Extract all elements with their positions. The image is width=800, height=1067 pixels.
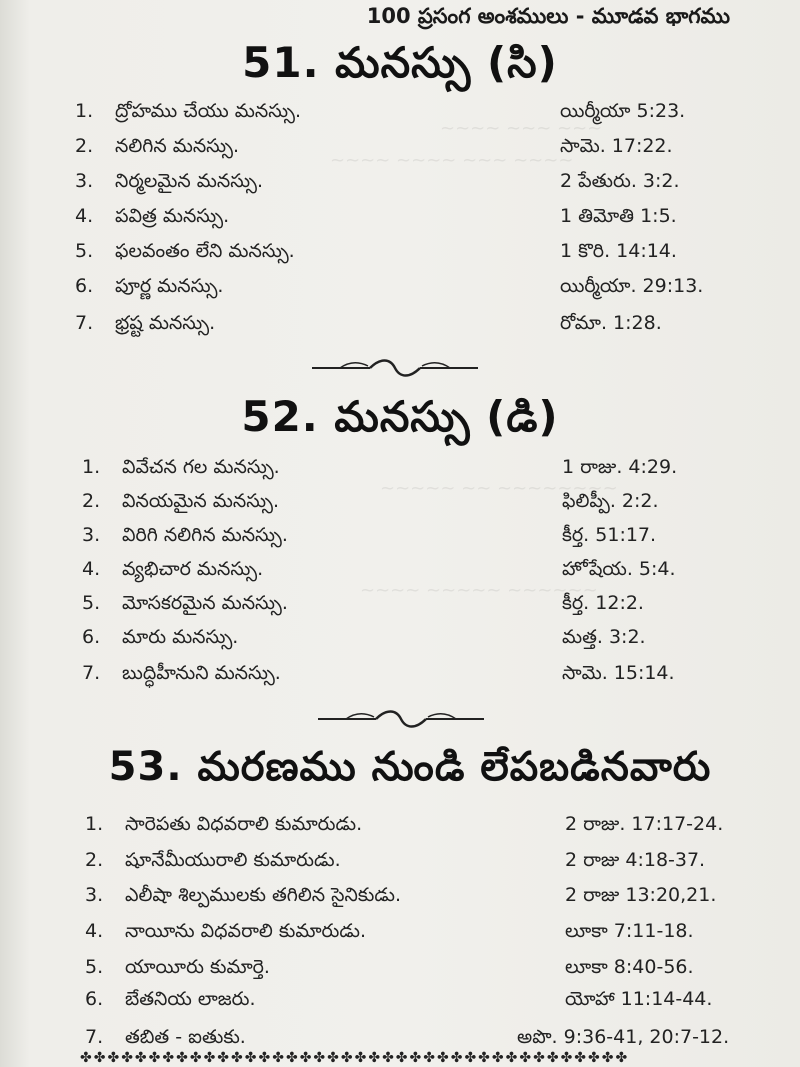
list-item xyxy=(82,490,722,526)
item-text: ఫలవంతం లేని మనస్సు. xyxy=(115,240,295,262)
item-reference: రోమా. 1:28. xyxy=(560,312,662,334)
item-number: 3. xyxy=(82,524,101,546)
item-text: నిర్మలమైన మనస్సు. xyxy=(115,170,264,192)
bleed-through: ~~~~~ ~~ ~~~~~~~~ xyxy=(380,478,618,499)
item-number: 1. xyxy=(75,100,94,122)
bleed-through: ~~~~ ~~~ ~~~ xyxy=(440,118,603,139)
item-text: మోసకరమైన మనస్సు. xyxy=(122,592,288,614)
item-number: 2. xyxy=(82,490,101,512)
list-item xyxy=(82,662,722,698)
item-reference: యిర్మీయా 5:23. xyxy=(560,100,686,122)
item-reference: యిర్మీయా. 29:13. xyxy=(560,275,704,297)
item-reference: సామె. 17:22. xyxy=(560,135,673,157)
item-text: భ్రష్ట మనస్సు. xyxy=(115,312,216,334)
item-number: 5. xyxy=(85,956,104,978)
item-number: 6. xyxy=(75,275,94,297)
list-item xyxy=(75,275,715,311)
item-text: తబిత - ఐతుకు. xyxy=(125,1026,246,1048)
item-number: 3. xyxy=(85,884,104,906)
section-title-53: 53. మరణము నుండి లేపబడినవారు xyxy=(108,744,712,790)
item-reference: కీర్త. 51:17. xyxy=(562,524,657,546)
item-number: 5. xyxy=(82,592,101,614)
item-text: ద్రోహము చేయు మనస్సు. xyxy=(115,100,302,122)
item-text: వివేచన గల మనస్సు. xyxy=(122,456,280,478)
item-reference: 1 కొరి. 14:14. xyxy=(560,240,677,262)
item-number: 2. xyxy=(85,849,104,871)
item-reference: 2 రాజు 13:20,21. xyxy=(565,884,717,906)
item-number: 2. xyxy=(75,135,94,157)
item-reference: లూకా 7:11-18. xyxy=(565,920,694,942)
item-number: 1. xyxy=(85,813,104,835)
list-item xyxy=(85,849,765,885)
item-text: నలిగిన మనస్సు. xyxy=(115,135,239,157)
item-number: 4. xyxy=(82,558,101,580)
section-title-51: 51. మనస్సు (సి) xyxy=(242,38,558,87)
list-item xyxy=(75,312,715,348)
item-number: 7. xyxy=(82,662,101,684)
bleed-through: ~~~~ ~~~~~ ~~~~~~ xyxy=(360,580,598,601)
bleed-through: ~~~~ ~~~~ ~~~ ~~~~ xyxy=(330,150,574,171)
item-reference: సామె. 15:14. xyxy=(562,662,675,684)
item-text: నాయీను విధవరాలి కుమారుడు. xyxy=(125,920,367,942)
list-item xyxy=(75,100,715,136)
running-head: 100 ప్రసంగ అంశములు - మూడవ భాగము xyxy=(366,4,730,28)
item-number: 4. xyxy=(75,205,94,227)
list-item xyxy=(75,170,715,206)
flourish-ornament xyxy=(316,707,486,731)
item-reference: 2 పేతురు. 3:2. xyxy=(560,170,680,192)
item-reference: అపొ. 9:36-41, 20:7-12. xyxy=(517,1026,730,1048)
item-reference: 2 రాజు. 17:17-24. xyxy=(565,813,724,835)
decorative-border: ✤✤✤✤✤✤✤✤✤✤✤✤✤✤✤✤✤✤✤✤✤✤✤✤✤✤✤✤✤✤✤✤✤✤✤✤✤✤✤✤ xyxy=(80,1050,630,1066)
item-number: 5. xyxy=(75,240,94,262)
item-reference: మత్త. 3:2. xyxy=(562,626,646,648)
item-text: వ్యభిచార మనస్సు. xyxy=(122,558,264,580)
item-text: పవిత్ర మనస్సు. xyxy=(115,205,230,227)
item-text: విరిగి నలిగిన మనస్సు. xyxy=(122,524,288,546)
item-reference: హోషేయ. 5:4. xyxy=(562,558,676,580)
list-item xyxy=(85,956,765,992)
list-item xyxy=(85,884,765,920)
item-reference: లూకా 8:40-56. xyxy=(565,956,694,978)
list-item xyxy=(82,524,722,560)
item-text: బుద్ధిహీనుని మనస్సు. xyxy=(122,662,281,684)
list-item xyxy=(82,456,722,492)
item-number: 3. xyxy=(75,170,94,192)
item-text: సారెపతు విధవరాలి కుమారుడు. xyxy=(125,813,363,835)
item-reference: ఫిలిప్పీ. 2:2. xyxy=(562,490,659,512)
list-item xyxy=(85,920,765,956)
item-reference: 1 తిమోతి 1:5. xyxy=(560,205,677,227)
list-item xyxy=(82,592,722,628)
list-item xyxy=(75,240,715,276)
list-item xyxy=(75,205,715,241)
item-number: 1. xyxy=(82,456,101,478)
item-reference: 1 రాజు. 4:29. xyxy=(562,456,678,478)
item-text: బేతనియ లాజరు. xyxy=(125,988,256,1010)
list-item xyxy=(75,135,715,171)
item-reference: కీర్త. 12:2. xyxy=(562,592,644,614)
section-title-52: 52. మనస్సు (డి) xyxy=(241,392,559,441)
item-text: మారు మనస్సు. xyxy=(122,626,239,648)
item-text: యాయీరు కుమార్తె. xyxy=(125,956,270,978)
item-text: షూనేమీయురాలి కుమారుడు. xyxy=(125,849,341,871)
item-text: పూర్ణ మనస్సు. xyxy=(115,275,224,297)
item-reference: యోహా 11:14-44. xyxy=(565,988,713,1010)
item-text: ఎలీషా శిల్పములకు తగిలిన సైనికుడు. xyxy=(125,884,402,906)
item-reference: 2 రాజు 4:18-37. xyxy=(565,849,706,871)
item-number: 4. xyxy=(85,920,104,942)
item-number: 6. xyxy=(82,626,101,648)
list-item xyxy=(82,626,722,662)
item-number: 7. xyxy=(75,312,94,334)
list-item xyxy=(85,988,765,1024)
flourish-ornament xyxy=(310,356,480,380)
item-number: 6. xyxy=(85,988,104,1010)
item-text: వినయమైన మనస్సు. xyxy=(122,490,280,512)
item-number: 7. xyxy=(85,1026,104,1048)
list-item xyxy=(82,558,722,594)
list-item xyxy=(85,813,765,849)
